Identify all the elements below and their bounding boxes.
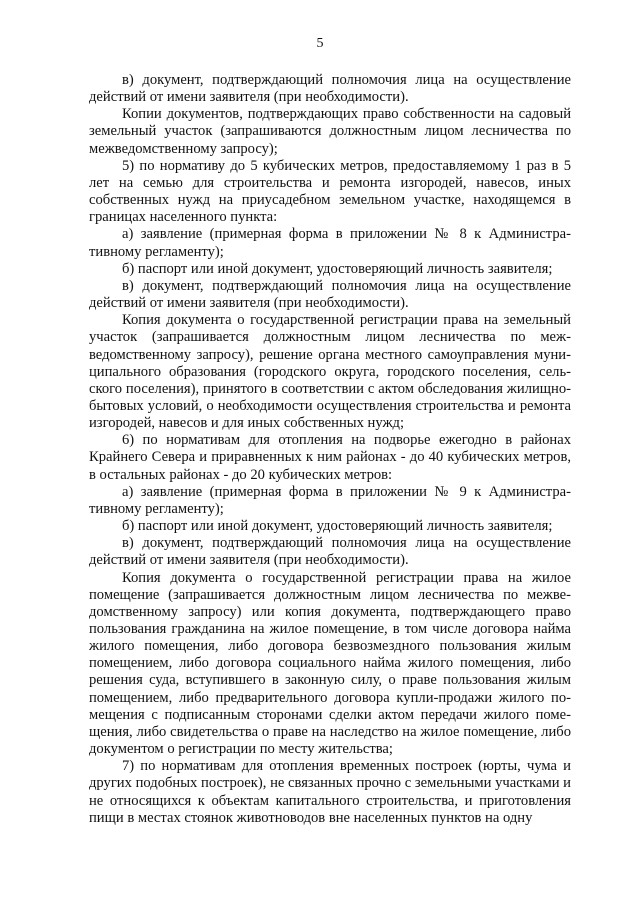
paragraph: а) заявление (примерная форма в приложении № 8 к Административному регламенту); <box>89 226 571 260</box>
paragraph: 5) по нормативу до 5 кубических метров, предоставляемому 1 раз в 5 лет на семью для строительства и ремонта изгородей, навесов, иных собственных нужд на приусадебном земельном участке, находящемся в границах населенного пункта: <box>89 157 571 226</box>
paragraph: б) паспорт или иной документ, удостоверяющий личность заявителя; <box>122 260 553 277</box>
paragraph: Копия документа о государственной регистрации права на земельный участок (запрашивается должностным лицом лесничества по межведомственному запросу), решение органа местного самоуправления муниципального образования (городского округа, городского поселения, сельского поселения), принятого в соответствии с актом обследования жилищно-бытовых условий, о необходимости осуществления строительства и ремонта изгородей, навесов и для иных собственных нужд; <box>89 312 571 432</box>
paragraph: б) паспорт или иной документ, удостоверяющий личность заявителя; <box>122 518 553 535</box>
paragraph: в) документ, подтверждающий полномочия лица на осуществление действий от имени заявителя (при необходимости). <box>89 535 571 569</box>
paragraph: Копия документа о государственной регистрации права на жилое помещение (запрашивается должностным лицом лесничества по межведомственному запросу) или копия документа, подтверждающего право пользования гражданина на жилое помещение, в том числе договора найма жилого помещения, либо договора безвозмездного пользования жилым помещением, либо договора социального найма жилого помещения, либо решения суда, вступившего в законную силу, о праве пользования жилым помещением, либо предварительного договора купли-продажи жилого помещения с подписанным сторонами сделки актом передачи жилого помещения, либо свидетельства о праве на наследство на жилое помещение, либо документом о регистрации по месту жительства; <box>89 569 571 758</box>
document-body <box>89 72 571 827</box>
paragraph: 6) по нормативам для отопления на подворье ежегодно в районах Крайнего Севера и приравненных к ним районах - до 40 кубических метров, в остальных районах - до 20 кубических метров: <box>89 432 571 483</box>
paragraph: а) заявление (примерная форма в приложении № 9 к Административному регламенту); <box>89 483 571 517</box>
paragraph: 7) по нормативам для отопления временных построек (юрты, чума и других подобных построек), не связанных прочно с земельными участками и не относящихся к объектам капитального строительства, и приготовления пищи в местах стоянок животноводов вне населенных пунктов на одну <box>89 758 571 826</box>
paragraph: в) документ, подтверждающий полномочия лица на осуществление действий от имени заявителя (при необходимости). <box>89 72 571 106</box>
paragraph: в) документ, подтверждающий полномочия лица на осуществление действий от имени заявителя (при необходимости). <box>89 277 571 312</box>
paragraph: Копии документов, подтверждающих право собственности на садовый земельный участок (запрашиваются должностным лицом лесничества по межведомственному запросу); <box>89 106 571 157</box>
page-number: 5 <box>316 36 324 51</box>
